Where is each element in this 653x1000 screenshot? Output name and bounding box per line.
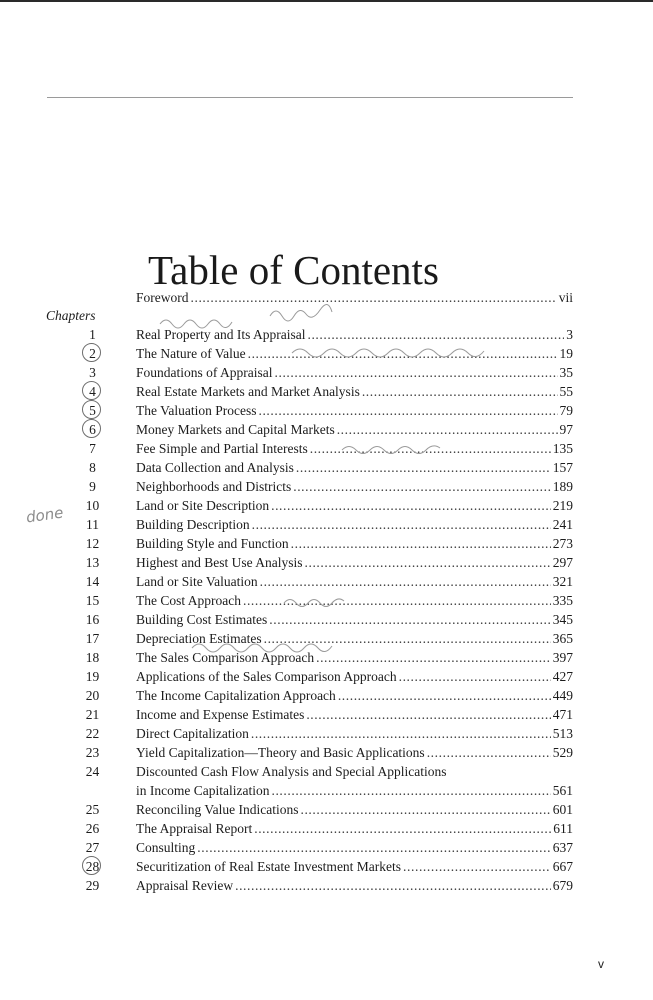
chapter-title: Building Style and Function	[136, 536, 289, 551]
toc-row	[0, 496, 653, 515]
chapter-title: The Sales Comparison Approach	[136, 650, 315, 665]
chapter-number: 10	[85, 498, 100, 513]
toc-row	[0, 439, 653, 458]
toc-entry	[136, 572, 573, 591]
leader-dots	[337, 420, 558, 439]
toc-entry	[136, 800, 573, 819]
leader-dots	[316, 648, 551, 667]
chapter-number: 21	[85, 707, 100, 722]
chapter-title: Real Estate Markets and Market Analysis	[136, 384, 360, 399]
toc-entry	[136, 610, 573, 629]
toc-entry	[136, 743, 573, 762]
leader-dots	[362, 382, 558, 401]
chapter-title: Fee Simple and Partial Interests	[136, 441, 308, 456]
leader-dots	[271, 781, 550, 800]
toc-row	[0, 363, 653, 382]
page-number: 335	[552, 593, 573, 608]
chapter-number: 13	[85, 555, 100, 570]
leader-dots	[251, 724, 551, 743]
margin-note: done	[24, 503, 65, 527]
chapter-number: 12	[85, 536, 100, 551]
chapter-title: Foundations of Appraisal	[136, 365, 273, 380]
page-number: 679	[552, 878, 573, 893]
page-number: 561	[552, 783, 573, 798]
page-number: 397	[552, 650, 573, 665]
leader-dots	[235, 876, 551, 895]
chapter-number: 6	[80, 420, 105, 439]
leader-dots	[269, 610, 550, 629]
toc-entry	[136, 591, 573, 610]
chapter-number: 15	[85, 593, 100, 608]
toc-row	[0, 667, 653, 686]
toc-row	[0, 382, 653, 401]
page-number: 427	[552, 669, 573, 684]
page-number: 471	[552, 707, 573, 722]
leader-dots	[197, 838, 550, 857]
chapter-title: Building Cost Estimates	[136, 612, 268, 627]
toc-row	[0, 876, 653, 895]
leader-dots	[399, 667, 551, 686]
chapter-number: 2	[80, 344, 105, 363]
toc-row	[0, 857, 653, 876]
toc-entry	[136, 819, 573, 838]
chapter-number: 22	[85, 726, 100, 741]
chapter-number: 14	[85, 574, 100, 589]
toc-row	[0, 420, 653, 439]
chapter-number: 28	[80, 857, 105, 876]
page-number: 513	[552, 726, 573, 741]
page-number: 97	[559, 422, 573, 437]
toc-row	[0, 458, 653, 477]
chapter-title: The Valuation Process	[136, 403, 257, 418]
chapter-title: Data Collection and Analysis	[136, 460, 294, 475]
foreword-page: vii	[558, 290, 573, 305]
toc-entry	[136, 515, 573, 534]
toc-row	[0, 553, 653, 572]
page-number: 157	[552, 460, 573, 475]
page-number: 35	[559, 365, 573, 380]
toc-row	[0, 705, 653, 724]
toc-entry	[136, 705, 573, 724]
chapter-title: Land or Site Description	[136, 498, 270, 513]
header-rule	[47, 97, 573, 98]
toc-row	[0, 838, 653, 857]
chapter-number: 19	[85, 669, 100, 684]
toc-row	[0, 800, 653, 819]
leader-dots	[296, 458, 551, 477]
chapter-title: Money Markets and Capital Markets	[136, 422, 335, 437]
chapter-number: 25	[85, 802, 100, 817]
foreword-label: Foreword	[136, 290, 189, 305]
pencil-scribble	[158, 302, 358, 336]
toc-entry	[136, 667, 573, 686]
page-number: 601	[552, 802, 573, 817]
toc-entry	[136, 857, 573, 876]
leader-dots	[293, 477, 551, 496]
chapter-number: 24	[85, 764, 100, 779]
chapter-number: 29	[85, 878, 100, 893]
toc-entry	[136, 477, 573, 496]
page-title: Table of Contents	[148, 247, 439, 294]
toc-row	[0, 686, 653, 705]
chapter-title: Yield Capitalization—Theory and Basic Applications	[136, 745, 425, 760]
chapter-title: Securitization of Real Estate Investment Markets	[136, 859, 402, 874]
chapter-title: Highest and Best Use Analysis	[136, 555, 303, 570]
page-number: 529	[552, 745, 573, 760]
page-number: 321	[552, 574, 573, 589]
page-number: 241	[552, 517, 573, 532]
page-number: 219	[552, 498, 573, 513]
pencil-scribble	[340, 440, 450, 458]
toc-entry	[136, 686, 573, 705]
page-number: 189	[552, 479, 573, 494]
leader-dots	[252, 515, 551, 534]
chapter-title: Discounted Cash Flow Analysis and Special Applications	[136, 764, 447, 779]
leader-dots	[403, 857, 551, 876]
chapter-title: Appraisal Review	[136, 878, 234, 893]
chapter-title: The Nature of Value	[136, 346, 246, 361]
page-number: 297	[552, 555, 573, 570]
page-number: 19	[559, 346, 573, 361]
chapter-number: 3	[89, 365, 96, 380]
leader-dots	[258, 401, 557, 420]
chapter-number: 5	[80, 401, 105, 420]
toc-entry	[136, 401, 573, 420]
toc-entry	[136, 382, 573, 401]
page-number: 345	[552, 612, 573, 627]
leader-dots	[338, 686, 551, 705]
toc-row	[0, 762, 653, 800]
leader-dots	[305, 553, 551, 572]
chapter-number: 16	[85, 612, 100, 627]
toc-row	[0, 401, 653, 420]
chapter-title: Land or Site Valuation	[136, 574, 258, 589]
toc-row	[0, 572, 653, 591]
chapter-title: The Income Capitalization Approach	[136, 688, 336, 703]
page-number: 365	[552, 631, 573, 646]
toc-entry	[136, 838, 573, 857]
chapter-number: 1	[89, 327, 96, 342]
chapter-title: Depreciation Estimates	[136, 631, 262, 646]
leader-dots	[260, 572, 551, 591]
chapter-title: Real Property and Its Appraisal	[136, 327, 306, 342]
chapter-number: 4	[80, 382, 105, 401]
chapter-title-continued: in Income Capitalization	[136, 783, 270, 798]
toc-entry	[136, 876, 573, 895]
chapter-number: 26	[85, 821, 100, 836]
toc-row	[0, 724, 653, 743]
toc-entry	[136, 363, 573, 382]
chapter-number: 20	[85, 688, 100, 703]
toc-entry	[136, 724, 573, 743]
toc-row	[0, 819, 653, 838]
chapter-number: 8	[89, 460, 96, 475]
chapter-title: Applications of the Sales Comparison Approach	[136, 669, 397, 684]
page-top-edge	[0, 0, 653, 2]
toc-entry	[136, 496, 573, 515]
chapter-title: Building Description	[136, 517, 250, 532]
chapter-title: Neighborhoods and Districts	[136, 479, 292, 494]
chapters-label: Chapters	[46, 308, 96, 323]
toc-entry	[136, 781, 573, 800]
toc-row	[0, 610, 653, 629]
chapter-number: 7	[89, 441, 96, 456]
chapter-title: The Cost Approach	[136, 593, 241, 608]
page-number: 135	[552, 441, 573, 456]
page-number: 611	[553, 821, 573, 836]
page-number: 637	[552, 840, 573, 855]
chapter-number: 27	[85, 840, 100, 855]
chapter-number: 17	[85, 631, 100, 646]
toc-entry	[136, 553, 573, 572]
leader-dots	[271, 496, 551, 515]
chapter-number: 11	[86, 517, 99, 532]
pencil-scribble	[282, 593, 352, 611]
chapter-number: 18	[85, 650, 100, 665]
leader-dots	[275, 363, 558, 382]
pencil-scribble	[190, 636, 340, 662]
page-number: 55	[559, 384, 573, 399]
chapter-title: The Appraisal Report	[136, 821, 253, 836]
leader-dots	[254, 819, 551, 838]
toc-row	[0, 743, 653, 762]
pencil-scribble	[290, 343, 500, 361]
leader-dots	[306, 705, 550, 724]
page-number: 667	[552, 859, 573, 874]
leader-dots	[300, 800, 550, 819]
toc-row	[0, 534, 653, 553]
toc-entry	[136, 534, 573, 553]
page-number: 3	[566, 327, 573, 342]
page-number: 79	[559, 403, 573, 418]
leader-dots	[427, 743, 551, 762]
chapter-title: Direct Capitalization	[136, 726, 249, 741]
chapter-number: 9	[89, 479, 96, 494]
toc-entry	[136, 420, 573, 439]
chapter-title: Consulting	[136, 840, 196, 855]
leader-dots	[291, 534, 551, 553]
toc-entry	[136, 458, 573, 477]
toc-row	[0, 515, 653, 534]
toc-row	[0, 477, 653, 496]
chapter-title: Reconciling Value Indications	[136, 802, 299, 817]
page-folio: v	[598, 957, 604, 971]
page-number: 273	[552, 536, 573, 551]
page-number: 449	[552, 688, 573, 703]
chapter-title: Income and Expense Estimates	[136, 707, 305, 722]
chapter-number: 23	[85, 745, 100, 760]
